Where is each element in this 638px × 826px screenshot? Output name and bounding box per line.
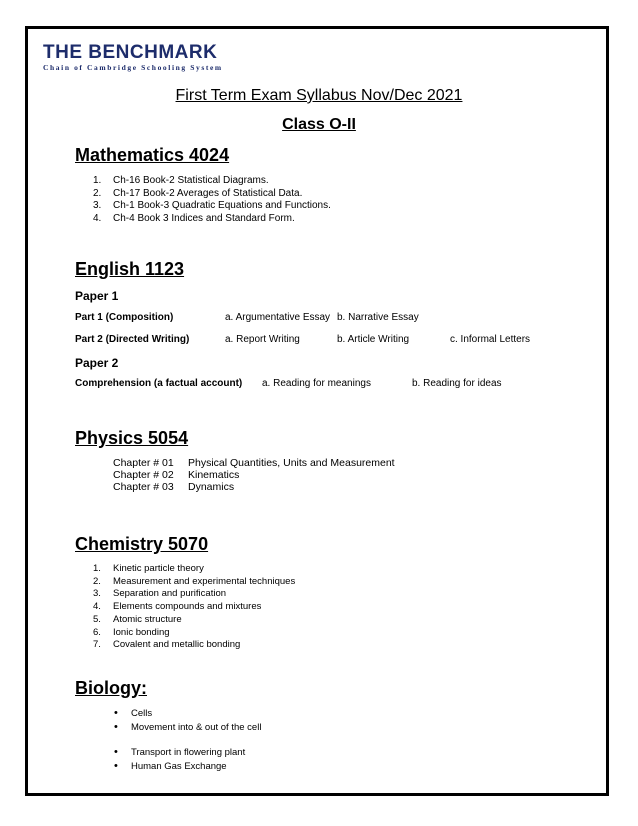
item-text: Kinetic particle theory [113, 563, 204, 574]
list-item: • Movement into & out of the cell [114, 721, 261, 735]
mathematics-list [93, 175, 331, 225]
part-2-label: Part 2 (Directed Writing) [75, 334, 190, 345]
item-text: Ch-17 Book-2 Averages of Statistical Data. [113, 187, 303, 199]
chapter-number: Chapter # 01 [113, 457, 174, 469]
chapter-number: Chapter # 02 [113, 469, 174, 481]
item-text: Atomic structure [113, 613, 182, 625]
item-number: 2. [93, 187, 102, 199]
chapter-title: Kinematics [188, 469, 240, 481]
mathematics-heading: Mathematics 4024 [75, 145, 230, 165]
list-item [93, 175, 331, 188]
list-item: • Cells [114, 707, 261, 721]
school-logo [43, 43, 223, 72]
item-text: Ionic bonding [113, 626, 170, 638]
part-2-option-c: c. Informal Letters [450, 334, 531, 345]
chemistry-heading: Chemistry 5070 [75, 534, 209, 554]
item-number: 3. [93, 200, 102, 211]
list-item: • Transport in flowering plant [114, 746, 245, 760]
item-number: 5. [93, 613, 101, 625]
part-2-option-b: b. Article Writing [337, 334, 410, 345]
list-item [93, 563, 295, 576]
item-text: Covalent and metallic bonding [113, 639, 241, 651]
chapter-title: Dynamics [188, 481, 235, 493]
list-item [93, 639, 295, 652]
item-number: 1. [93, 563, 101, 574]
comprehension-option-a: a. Reading for meanings [262, 378, 371, 389]
chapter-title: Physical Quantities, Units and Measurement [188, 457, 395, 469]
english-heading: English 1123 [75, 259, 185, 279]
logo-subtitle: Chain of Cambridge Schooling System [43, 63, 223, 72]
chemistry-list [93, 563, 295, 652]
paper-1-heading: Paper 1 [75, 289, 119, 303]
list-item [93, 188, 331, 201]
part-1-option-a: a. Argumentative Essay [225, 312, 331, 323]
item-text: Ch-4 Book 3 Indices and Standard Form. [113, 212, 295, 224]
list-item [93, 588, 295, 601]
item-number: 3. [93, 588, 101, 600]
list-item [93, 601, 295, 614]
part-2-option-a: a. Report Writing [225, 334, 300, 345]
paper-2-heading: Paper 2 [75, 356, 119, 370]
item-text: Ch-1 Book-3 Quadratic Equations and Functions. [113, 200, 331, 211]
list-item [93, 213, 331, 226]
list-item [93, 614, 295, 627]
physics-heading: Physics 5054 [75, 428, 189, 448]
item-number: 4. [93, 212, 102, 224]
list-item [93, 200, 331, 213]
item-text: Separation and purification [113, 588, 227, 600]
list-item [93, 576, 295, 589]
comprehension-label: Comprehension (a factual account) [75, 378, 243, 389]
list-item: • Human Gas Exchange [114, 760, 245, 774]
logo-title: THE BENCHMARK [43, 42, 218, 63]
item-number: 1. [93, 175, 102, 186]
biology-heading: Biology: [75, 678, 147, 698]
comprehension-option-b: b. Reading for ideas [412, 378, 502, 389]
item-text: Measurement and experimental techniques [113, 575, 296, 587]
item-number: 7. [93, 639, 101, 651]
class-title: Class O-II [282, 116, 356, 133]
item-number: 2. [93, 575, 101, 587]
biology-list-1 [114, 707, 261, 734]
chapter-number: Chapter # 03 [113, 481, 174, 493]
item-text: Ch-16 Book-2 Statistical Diagrams. [113, 175, 269, 186]
item-number: 4. [93, 601, 101, 613]
item-text: Elements compounds and mixtures [113, 601, 262, 613]
part-1-label: Part 1 (Composition) [75, 312, 174, 323]
part-1-option-b: b. Narrative Essay [337, 312, 419, 323]
biology-list-2 [114, 746, 245, 773]
item-number: 6. [93, 626, 101, 638]
list-item [93, 627, 295, 640]
exam-title: First Term Exam Syllabus Nov/Dec 2021 [175, 87, 463, 104]
